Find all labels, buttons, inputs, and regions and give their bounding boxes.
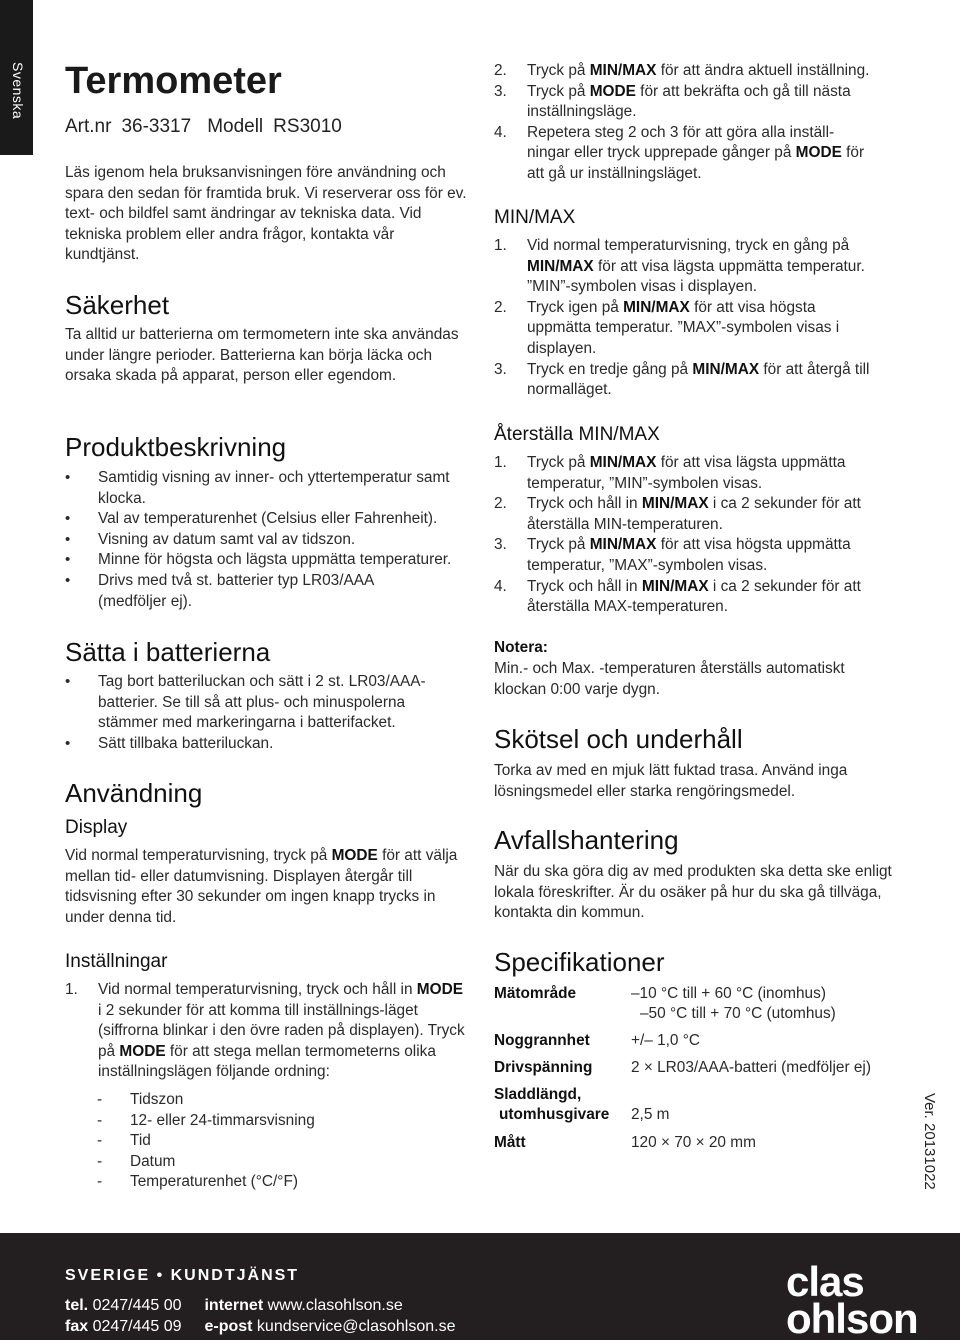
spec-heading: Specifikationer bbox=[494, 947, 665, 977]
footer-line-fax bbox=[65, 1318, 455, 1336]
step-text: för att stega mellan termometerns olika inställningslägen följande ordning: bbox=[98, 1042, 436, 1081]
spec-value: –50 °C till + 70 °C (utomhus) bbox=[640, 1005, 836, 1022]
spec-label: Drivspänning bbox=[494, 1059, 593, 1076]
step-number: 1. bbox=[494, 237, 507, 254]
footer bbox=[0, 1233, 960, 1340]
spec-label: Sladdlängd, bbox=[494, 1086, 582, 1103]
step-text: Vid normal temperaturvisning, tryck en gång på bbox=[527, 237, 850, 254]
step-text: för att visa lägsta uppmätta temperatur, ”MIN”-symbolen visas. bbox=[527, 454, 846, 492]
minmax-keyword: MIN/MAX bbox=[527, 257, 594, 275]
list-item: • Visning av datum samt val av tidszon. bbox=[65, 530, 475, 551]
minmax-steps bbox=[494, 236, 904, 401]
footer-line-tel bbox=[65, 1297, 403, 1315]
step-text: Tryck på bbox=[527, 536, 590, 554]
page-title: Termometer bbox=[65, 60, 282, 102]
safety-heading: Säkerhet bbox=[65, 290, 170, 320]
step-text: Vid normal temperaturvisning, tryck och håll in bbox=[98, 981, 417, 998]
step-text: för att återgå till normalläget. bbox=[527, 360, 870, 399]
note-heading: Notera: bbox=[494, 639, 548, 656]
step-text: Tryck på bbox=[527, 454, 590, 471]
spec-value: 120 × 70 × 20 mm bbox=[631, 1134, 756, 1151]
list-item: - Temperaturenhet (°C/°F) bbox=[65, 1172, 470, 1193]
list-item: - Tid bbox=[65, 1131, 470, 1152]
mode-keyword: MODE bbox=[795, 144, 842, 162]
battery-heading: Sätta i batterierna bbox=[65, 637, 271, 667]
step-number: 3. bbox=[494, 536, 507, 554]
spec-label: Mått bbox=[494, 1134, 526, 1151]
step-text: i ca 2 sekunder för att återställa MAX-temperaturen. bbox=[527, 577, 861, 616]
step-text: för att visa lägsta uppmätta temperatur. ”MIN”-symbolen visas i displayen. bbox=[527, 257, 865, 296]
minmax-keyword: MIN/MAX bbox=[589, 62, 657, 79]
display-text bbox=[65, 846, 465, 928]
article-info bbox=[65, 116, 358, 138]
step-number: 2. bbox=[494, 62, 507, 79]
fax-number: 0247/445 09 bbox=[92, 1318, 182, 1335]
step-text: för att bekräfta och gå till nästa inställningsläge. bbox=[527, 82, 851, 121]
step-number: 1. bbox=[494, 454, 507, 471]
list-item bbox=[494, 123, 872, 185]
step-text: för att visa högsta uppmätta temperatur. ”MAX”-symbolen visas i displayen. bbox=[527, 298, 840, 357]
step-text: Tryck igen på bbox=[527, 298, 624, 316]
spec-value: –10 °C till + 60 °C (inomhus) bbox=[631, 985, 826, 1002]
logo-line: ohlson bbox=[786, 1295, 918, 1342]
email-link[interactable]: kundservice@clasohlson.se bbox=[256, 1318, 456, 1335]
step-number: 2. bbox=[494, 298, 507, 316]
logo-line: clas bbox=[786, 1258, 864, 1305]
version-text: Ver. 20131022 bbox=[921, 1093, 938, 1190]
usage-heading: Användning bbox=[65, 778, 203, 808]
list-item bbox=[494, 535, 917, 576]
spec-value: 2 × LR03/AAA-batteri (medföljer ej) bbox=[631, 1059, 871, 1076]
spec-label: Mätområde bbox=[494, 985, 577, 1002]
mode-keyword: MODE bbox=[589, 82, 636, 100]
list-item: • Val av temperaturenhet (Celsius eller Fahrenheit). bbox=[65, 509, 475, 530]
settings-steps bbox=[65, 980, 470, 1083]
battery-list bbox=[65, 672, 465, 754]
safety-text: Ta alltid ur batterierna om termometern inte ska användas under längre perioder. Batterierna kan börja läcka och orsaka skada på apparat, person eller egendom. bbox=[65, 326, 459, 385]
care-heading: Skötsel och underhåll bbox=[494, 724, 743, 754]
footer-title: SVERIGE • KUNDTJÄNST bbox=[65, 1267, 300, 1284]
list-item: - Tidszon bbox=[65, 1090, 470, 1111]
list-item: - 12- eller 24-timmarsvisning bbox=[65, 1111, 470, 1132]
settings-steps-continued bbox=[494, 61, 899, 185]
list-item bbox=[494, 61, 899, 82]
minmax-keyword: MIN/MAX bbox=[692, 360, 760, 378]
list-item bbox=[494, 494, 899, 535]
tel-number: 0247/445 00 bbox=[92, 1297, 182, 1314]
list-item: • Samtidig visning av inner- och yttertemperatur samt klocka. bbox=[65, 468, 475, 509]
display-text-part: för att välja mellan tid- eller datumvisning. Displayen återgår till tidsvisning efter 30 sekunder om ingen knapp trycks in under denna tid. bbox=[65, 847, 458, 926]
step-text: Tryck och håll in bbox=[527, 577, 642, 595]
step-text: i 2 sekunder för att komma till inställnings-läget (siffrorna blinkar i den övre raden på displayen). Tryck på bbox=[98, 1001, 465, 1060]
minmax-heading: MIN/MAX bbox=[494, 207, 576, 228]
step-number: 3. bbox=[494, 360, 507, 378]
step-number: 3. bbox=[494, 82, 507, 100]
list-item bbox=[494, 298, 872, 360]
model-value: RS3010 bbox=[273, 116, 342, 137]
list-item: • Tag bort batteriluckan och sätt i 2 st. LR03/AAA-batterier. Se till så att plus- och minuspolerna stämmer med markeringarna i batterifacket. bbox=[65, 672, 465, 734]
step-number: 4. bbox=[494, 123, 507, 141]
reset-steps bbox=[494, 453, 899, 618]
step-text: för att visa högsta uppmätta temperatur, ”MAX”-symbolen visas. bbox=[527, 536, 851, 574]
minmax-keyword: MIN/MAX bbox=[589, 536, 657, 554]
list-item bbox=[65, 980, 470, 1083]
minmax-keyword: MIN/MAX bbox=[641, 577, 709, 595]
minmax-keyword: MIN/MAX bbox=[641, 495, 709, 513]
product-list bbox=[65, 468, 475, 612]
step-number: 4. bbox=[494, 577, 507, 595]
clas-ohlson-logo bbox=[786, 1258, 918, 1342]
list-item bbox=[494, 360, 917, 401]
reset-heading: Återställa MIN/MAX bbox=[494, 424, 660, 445]
tel-label: tel. bbox=[65, 1297, 89, 1314]
display-heading: Display bbox=[65, 817, 128, 838]
step-text: Tryck en tredje gång på bbox=[527, 360, 693, 378]
settings-heading: Inställningar bbox=[65, 951, 168, 972]
step-text: Tryck på bbox=[527, 82, 590, 100]
step-text: för att gå ur inställningsläget. bbox=[527, 144, 865, 182]
list-item: • Sätt tillbaka batteriluckan. bbox=[65, 734, 465, 755]
display-text-part: Vid normal temperaturvisning, tryck på bbox=[65, 847, 332, 864]
settings-modes-list bbox=[65, 1090, 470, 1193]
internet-label: internet bbox=[204, 1297, 264, 1314]
website-link[interactable]: www.clasohlson.se bbox=[267, 1297, 403, 1314]
list-item bbox=[494, 453, 917, 494]
artnr-label: Art.nr bbox=[65, 116, 112, 137]
list-item: • Minne för högsta och lägsta uppmätta temperaturer. bbox=[65, 550, 475, 571]
care-text: Torka av med en mjuk lätt fuktad trasa. Använd inga lösningsmedel eller starka rengöringsmedel. bbox=[494, 762, 848, 800]
step-text: Tryck och håll in bbox=[527, 495, 642, 513]
mode-keyword: MODE bbox=[416, 981, 463, 998]
step-text: för att ändra aktuell inställning. bbox=[656, 62, 870, 79]
spec-value: +/– 1,0 °C bbox=[631, 1032, 701, 1049]
step-number: 2. bbox=[494, 495, 507, 513]
list-item: - Datum bbox=[65, 1152, 470, 1173]
spec-label: Noggrannhet bbox=[494, 1032, 590, 1049]
model-label: Modell bbox=[207, 116, 264, 137]
version-label bbox=[918, 1093, 940, 1203]
mode-keyword: MODE bbox=[331, 847, 378, 864]
artnr-value: 36-3317 bbox=[121, 116, 192, 137]
mode-keyword: MODE bbox=[119, 1042, 166, 1060]
product-heading: Produktbeskrivning bbox=[65, 432, 287, 462]
step-text: i ca 2 sekunder för att återställa MIN-temperaturen. bbox=[527, 495, 861, 533]
step-text: Repetera steg 2 och 3 för att göra alla inställ-ningar eller tryck upprepade gånger på bbox=[527, 123, 835, 162]
list-item bbox=[494, 577, 899, 618]
minmax-keyword: MIN/MAX bbox=[589, 454, 657, 471]
list-item bbox=[494, 236, 904, 298]
language-label: Svenska bbox=[10, 62, 26, 120]
minmax-keyword: MIN/MAX bbox=[623, 298, 690, 316]
waste-text: När du ska göra dig av med produkten ska detta ske enligt lokala föreskrifter. Är du osäker på hur du ska gå tillväga, kontakta din kommun. bbox=[494, 863, 892, 922]
fax-label: fax bbox=[65, 1318, 89, 1335]
spec-value: 2,5 m bbox=[631, 1106, 670, 1123]
email-label: e-post bbox=[204, 1318, 253, 1335]
language-tab bbox=[0, 0, 33, 155]
step-text: Tryck på bbox=[527, 62, 590, 79]
note-text: Min.- och Max. -temperaturen återställs automatiskt klockan 0:00 varje dygn. bbox=[494, 660, 845, 698]
intro-text: Läs igenom hela bruksanvisningen före användning och spara den sedan för framtida bruk. Vi reserverar oss för ev. text- och bildfel samt ändringar av tekniska data. Vid tekniska problem eller andra frågor, kontakta vår kundtjänst. bbox=[65, 164, 467, 264]
list-item bbox=[494, 82, 899, 123]
waste-heading: Avfallshantering bbox=[494, 825, 679, 855]
list-item: • Drivs med två st. batterier typ LR03/AAA (medföljer ej). bbox=[65, 571, 398, 612]
spec-label: utomhusgivare bbox=[499, 1106, 610, 1123]
step-number: 1. bbox=[65, 981, 78, 998]
